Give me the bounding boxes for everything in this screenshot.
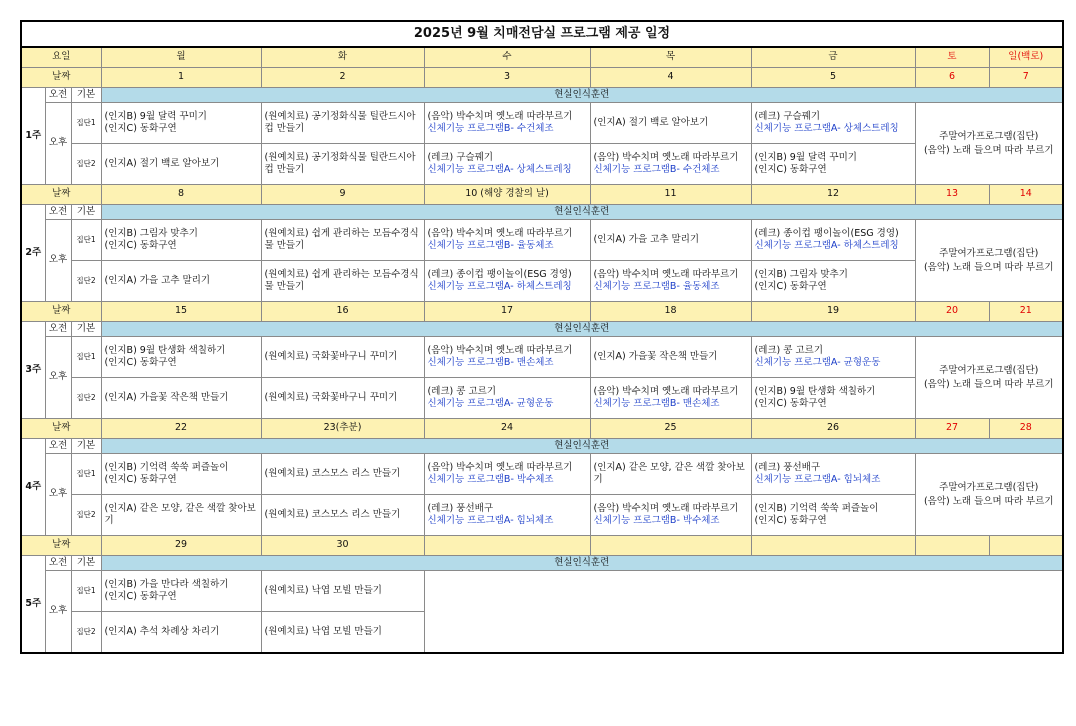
program-line: (레크) 콩 고르기: [754, 344, 824, 356]
program-line: (인지C) 동화구연: [754, 398, 827, 409]
group2-label: 집단2: [71, 612, 101, 654]
program-line: (레크) 종이컵 팽이놀이(ESG 경영): [427, 268, 572, 280]
program-cell: [101, 454, 261, 495]
day-sun: 일(백로): [989, 47, 1063, 68]
date-row: [21, 419, 1063, 439]
program-line: (인지C) 동화구연: [104, 123, 177, 134]
basic-label: 기본: [71, 88, 101, 103]
date-cell: 29: [101, 536, 261, 556]
day-tue: 화: [261, 47, 424, 68]
date-cell: 17: [424, 302, 590, 322]
am-row: [21, 88, 1063, 103]
weekend-line: 주말여가프로그램(집단): [939, 247, 1039, 259]
program-cell: [424, 495, 590, 536]
week-label: 4주: [21, 439, 45, 536]
program-cell: [751, 495, 915, 536]
date-label: 날짜: [21, 536, 101, 556]
program-cell: [101, 495, 261, 536]
program-line: (인지A) 절기 백로 알아보기: [593, 116, 709, 128]
weekend-line: 주말여가프로그램(집단): [939, 130, 1039, 142]
week-label: 2주: [21, 205, 45, 302]
date-cell: 9: [261, 185, 424, 205]
date-cell: [989, 536, 1063, 556]
week-label: 1주: [21, 88, 45, 185]
date-cell: [590, 536, 751, 556]
date-label: 날짜: [21, 419, 101, 439]
schedule-sheet: [20, 20, 1062, 654]
program-line: (인지A) 가을 고추 말리기: [593, 233, 700, 245]
weekend-line: (음악) 노래 들으며 따라 부르기: [923, 261, 1054, 273]
program-cell: [101, 612, 261, 654]
program-line: (원예치료) 낙엽 모빌 만들기: [264, 584, 382, 596]
pm-label: 오후: [45, 220, 71, 302]
week-label: 5주: [21, 556, 45, 654]
date-cell: 25: [590, 419, 751, 439]
basic-label: 기본: [71, 556, 101, 571]
program-cell: [751, 337, 915, 378]
program-cell: [424, 378, 590, 419]
program-cell: [751, 261, 915, 302]
day-wed: 수: [424, 47, 590, 68]
date-cell: 12: [751, 185, 915, 205]
date-cell: 5: [751, 68, 915, 88]
program-cell: [751, 144, 915, 185]
date-cell: 30: [261, 536, 424, 556]
date-row: [21, 185, 1063, 205]
date-cell: 2: [261, 68, 424, 88]
weekend-program: [915, 454, 1063, 536]
program-line: (원예치료) 공기정화식물 틸란드시아 컵 만들기: [264, 110, 416, 134]
date-cell: 1: [101, 68, 261, 88]
program-line: (레크) 구슬꿰기: [754, 110, 820, 122]
date-cell: 19: [751, 302, 915, 322]
program-cell: [261, 144, 424, 185]
program-line: (원예치료) 코스모스 리스 만들기: [264, 467, 401, 479]
program-line: (인지B) 9월 탄생화 색칠하기: [104, 344, 226, 356]
program-line: (인지A) 같은 모양, 같은 색깔 찾아보기: [104, 502, 256, 526]
basic-label: 기본: [71, 439, 101, 454]
am-row: [21, 322, 1063, 337]
program-cell: [261, 261, 424, 302]
program-line: (음악) 박수치며 옛노래 따라부르기: [427, 227, 573, 239]
date-cell: 4: [590, 68, 751, 88]
program-line: 신체기능 프로그램A- 힘뇌체조: [427, 515, 554, 526]
am-label: 오전: [45, 205, 71, 220]
pm-label: 오후: [45, 454, 71, 536]
program-line: 신체기능 프로그램B- 수건체조: [593, 164, 720, 175]
date-row: [21, 68, 1063, 88]
day-fri: 금: [751, 47, 915, 68]
program-cell: [751, 454, 915, 495]
group2-label: 집단2: [71, 261, 101, 302]
program-line: (레크) 구슬꿰기: [427, 151, 493, 163]
date-cell: 22: [101, 419, 261, 439]
date-cell: 23(추분): [261, 419, 424, 439]
program-line: (인지A) 추석 차례상 차리기: [104, 625, 220, 637]
day-label: 요일: [21, 47, 101, 68]
program-cell: [261, 495, 424, 536]
program-line: (음악) 박수치며 옛노래 따라부르기: [593, 268, 739, 280]
group2-row: [21, 144, 1063, 185]
program-line: 신체기능 프로그램A- 상체스트레칭: [754, 123, 899, 134]
program-line: (원예치료) 쉽게 관리하는 모듬수경식물 만들기: [264, 227, 419, 251]
day-thu: 목: [590, 47, 751, 68]
day-mon: 월: [101, 47, 261, 68]
program-line: (인지B) 기억력 쑥쑥 퍼즐놀이: [104, 461, 229, 473]
group1-label: 집단1: [71, 571, 101, 612]
weekend-line: 주말여가프로그램(집단): [939, 364, 1039, 376]
date-cell: 7: [989, 68, 1063, 88]
header-row: [21, 47, 1063, 68]
program-cell: [590, 337, 751, 378]
group2-row: [21, 495, 1063, 536]
weekend-program: [915, 337, 1063, 419]
program-cell: [751, 378, 915, 419]
program-line: (인지C) 동화구연: [104, 474, 177, 485]
reality-orientation-bar: 현실인식훈련: [101, 205, 1063, 220]
program-line: (원예치료) 쉽게 관리하는 모듬수경식물 만들기: [264, 268, 419, 292]
group2-label: 집단2: [71, 144, 101, 185]
program-line: (원예치료) 코스모스 리스 만들기: [264, 508, 401, 520]
group2-label: 집단2: [71, 378, 101, 419]
program-line: (인지A) 가을꽃 작은책 만들기: [593, 350, 718, 362]
date-cell: 20: [915, 302, 989, 322]
program-line: 신체기능 프로그램B- 박수체조: [427, 474, 554, 485]
program-cell: [101, 261, 261, 302]
program-line: (인지B) 가을 만다라 색칠하기: [104, 578, 229, 590]
am-row: [21, 205, 1063, 220]
program-cell: [261, 378, 424, 419]
program-cell: [424, 220, 590, 261]
date-cell: 27: [915, 419, 989, 439]
program-cell: [261, 454, 424, 495]
program-line: (원예치료) 국화꽃바구니 꾸미기: [264, 350, 398, 362]
program-line: 신체기능 프로그램B- 맨손체조: [593, 398, 720, 409]
program-cell: [101, 378, 261, 419]
group1-row: [21, 454, 1063, 495]
date-cell: 21: [989, 302, 1063, 322]
date-row: [21, 536, 1063, 556]
program-line: (레크) 종이컵 팽이놀이(ESG 경영): [754, 227, 899, 239]
group1-label: 집단1: [71, 454, 101, 495]
program-line: 신체기능 프로그램B- 수건체조: [427, 123, 554, 134]
program-cell: [590, 220, 751, 261]
program-cell: [261, 337, 424, 378]
program-line: (인지B) 기억력 쑥쑥 퍼즐놀이: [754, 502, 879, 514]
program-line: (인지C) 동화구연: [104, 591, 177, 602]
date-row: [21, 302, 1063, 322]
program-cell: [424, 144, 590, 185]
program-cell: [590, 103, 751, 144]
group1-label: 집단1: [71, 337, 101, 378]
group2-row: [21, 261, 1063, 302]
program-cell: [261, 571, 424, 612]
program-cell: [101, 571, 261, 612]
group1-row: [21, 103, 1063, 144]
am-row: [21, 556, 1063, 571]
reality-orientation-bar: 현실인식훈련: [101, 439, 1063, 454]
weekend-program: [915, 220, 1063, 302]
weekend-line: (음악) 노래 들으며 따라 부르기: [923, 495, 1054, 507]
group1-label: 집단1: [71, 220, 101, 261]
program-line: (레크) 콩 고르기: [427, 385, 497, 397]
program-line: (원예치료) 낙엽 모빌 만들기: [264, 625, 382, 637]
group1-row: [21, 337, 1063, 378]
program-line: 신체기능 프로그램A- 힘뇌체조: [754, 474, 881, 485]
date-cell: 13: [915, 185, 989, 205]
date-label: 날짜: [21, 185, 101, 205]
weekend-line: (음악) 노래 들으며 따라 부르기: [923, 378, 1054, 390]
program-line: (인지A) 같은 모양, 같은 색깔 찾아보기: [593, 461, 745, 485]
group1-row: [21, 220, 1063, 261]
program-cell: [590, 261, 751, 302]
am-label: 오전: [45, 439, 71, 454]
reality-orientation-bar: 현실인식훈련: [101, 322, 1063, 337]
group2-label: 집단2: [71, 495, 101, 536]
program-line: (인지A) 절기 백로 알아보기: [104, 157, 220, 169]
date-cell: [751, 536, 915, 556]
program-line: 신체기능 프로그램B- 율동체조: [593, 281, 720, 292]
pm-label: 오후: [45, 103, 71, 185]
program-cell: [101, 144, 261, 185]
program-line: (인지C) 동화구연: [754, 281, 827, 292]
basic-label: 기본: [71, 322, 101, 337]
program-line: 신체기능 프로그램B- 맨손체조: [427, 357, 554, 368]
date-cell: 14: [989, 185, 1063, 205]
am-label: 오전: [45, 322, 71, 337]
program-cell: [424, 103, 590, 144]
reality-orientation-bar: 현실인식훈련: [101, 556, 1063, 571]
date-cell: 8: [101, 185, 261, 205]
program-line: (음악) 박수치며 옛노래 따라부르기: [427, 110, 573, 122]
week-label: 3주: [21, 322, 45, 419]
program-line: (인지B) 9월 달력 꾸미기: [754, 151, 857, 163]
date-cell: 6: [915, 68, 989, 88]
reality-orientation-bar: 현실인식훈련: [101, 88, 1063, 103]
program-line: (원예치료) 공기정화식물 틸란드시아 컵 만들기: [264, 151, 416, 175]
program-line: (음악) 박수치며 옛노래 따라부르기: [427, 344, 573, 356]
date-cell: 28: [989, 419, 1063, 439]
program-line: (음악) 박수치며 옛노래 따라부르기: [593, 385, 739, 397]
date-cell: 18: [590, 302, 751, 322]
program-cell: [101, 103, 261, 144]
program-cell: [424, 454, 590, 495]
weekend-line: 주말여가프로그램(집단): [939, 481, 1039, 493]
date-cell: 26: [751, 419, 915, 439]
date-cell: [915, 536, 989, 556]
program-line: 신체기능 프로그램A- 상체스트레칭: [427, 164, 572, 175]
program-cell: [751, 220, 915, 261]
program-cell: [101, 337, 261, 378]
program-line: 신체기능 프로그램A- 하체스트레칭: [427, 281, 572, 292]
pm-label: 오후: [45, 571, 71, 654]
am-label: 오전: [45, 88, 71, 103]
day-sat: 토: [915, 47, 989, 68]
am-row: [21, 439, 1063, 454]
schedule-table: [20, 20, 1064, 654]
program-line: (인지A) 가을꽃 작은책 만들기: [104, 391, 229, 403]
program-line: (원예치료) 국화꽃바구니 꾸미기: [264, 391, 398, 403]
date-cell: 15: [101, 302, 261, 322]
pm-label: 오후: [45, 337, 71, 419]
date-cell: 16: [261, 302, 424, 322]
program-line: 신체기능 프로그램A- 균형운동: [754, 357, 881, 368]
program-cell: [590, 454, 751, 495]
program-line: (인지C) 동화구연: [104, 240, 177, 251]
program-cell: [590, 378, 751, 419]
program-cell: [261, 220, 424, 261]
date-cell: [424, 536, 590, 556]
program-line: (인지B) 그림자 맞추기: [104, 227, 198, 239]
program-line: (인지A) 가을 고추 말리기: [104, 274, 211, 286]
program-line: (인지B) 그림자 맞추기: [754, 268, 848, 280]
weekend-program: [915, 103, 1063, 185]
program-line: (음악) 박수치며 옛노래 따라부르기: [593, 151, 739, 163]
program-line: 신체기능 프로그램A- 균형운동: [427, 398, 554, 409]
program-line: 신체기능 프로그램B- 율동체조: [427, 240, 554, 251]
group1-label: 집단1: [71, 103, 101, 144]
date-cell: 24: [424, 419, 590, 439]
program-line: (음악) 박수치며 옛노래 따라부르기: [593, 502, 739, 514]
program-line: 신체기능 프로그램A- 하체스트레칭: [754, 240, 899, 251]
program-cell: [261, 612, 424, 654]
group2-row: [21, 378, 1063, 419]
date-cell: 10 (해양 경찰의 날): [424, 185, 590, 205]
weekend-line: (음악) 노래 들으며 따라 부르기: [923, 144, 1054, 156]
basic-label: 기본: [71, 205, 101, 220]
group1-row: [21, 571, 1063, 612]
program-cell: [424, 261, 590, 302]
program-line: (인지C) 동화구연: [754, 515, 827, 526]
am-label: 오전: [45, 556, 71, 571]
date-cell: 3: [424, 68, 590, 88]
program-line: 신체기능 프로그램B- 박수체조: [593, 515, 720, 526]
program-cell: [590, 144, 751, 185]
program-cell: [751, 103, 915, 144]
empty-cell: [424, 571, 1063, 654]
program-line: (인지C) 동화구연: [104, 357, 177, 368]
program-line: (레크) 풍선배구: [427, 502, 493, 514]
program-line: (인지B) 9월 탄생화 색칠하기: [754, 385, 876, 397]
program-cell: [101, 220, 261, 261]
program-line: (인지B) 9월 달력 꾸미기: [104, 110, 207, 122]
program-cell: [261, 103, 424, 144]
date-label: 날짜: [21, 68, 101, 88]
program-line: (레크) 풍선배구: [754, 461, 820, 473]
date-cell: 11: [590, 185, 751, 205]
program-line: (인지C) 동화구연: [754, 164, 827, 175]
program-line: (음악) 박수치며 옛노래 따라부르기: [427, 461, 573, 473]
date-label: 날짜: [21, 302, 101, 322]
page-title: 2025년 9월 치매전담실 프로그램 제공 일정: [21, 21, 1063, 47]
program-cell: [590, 495, 751, 536]
program-cell: [424, 337, 590, 378]
